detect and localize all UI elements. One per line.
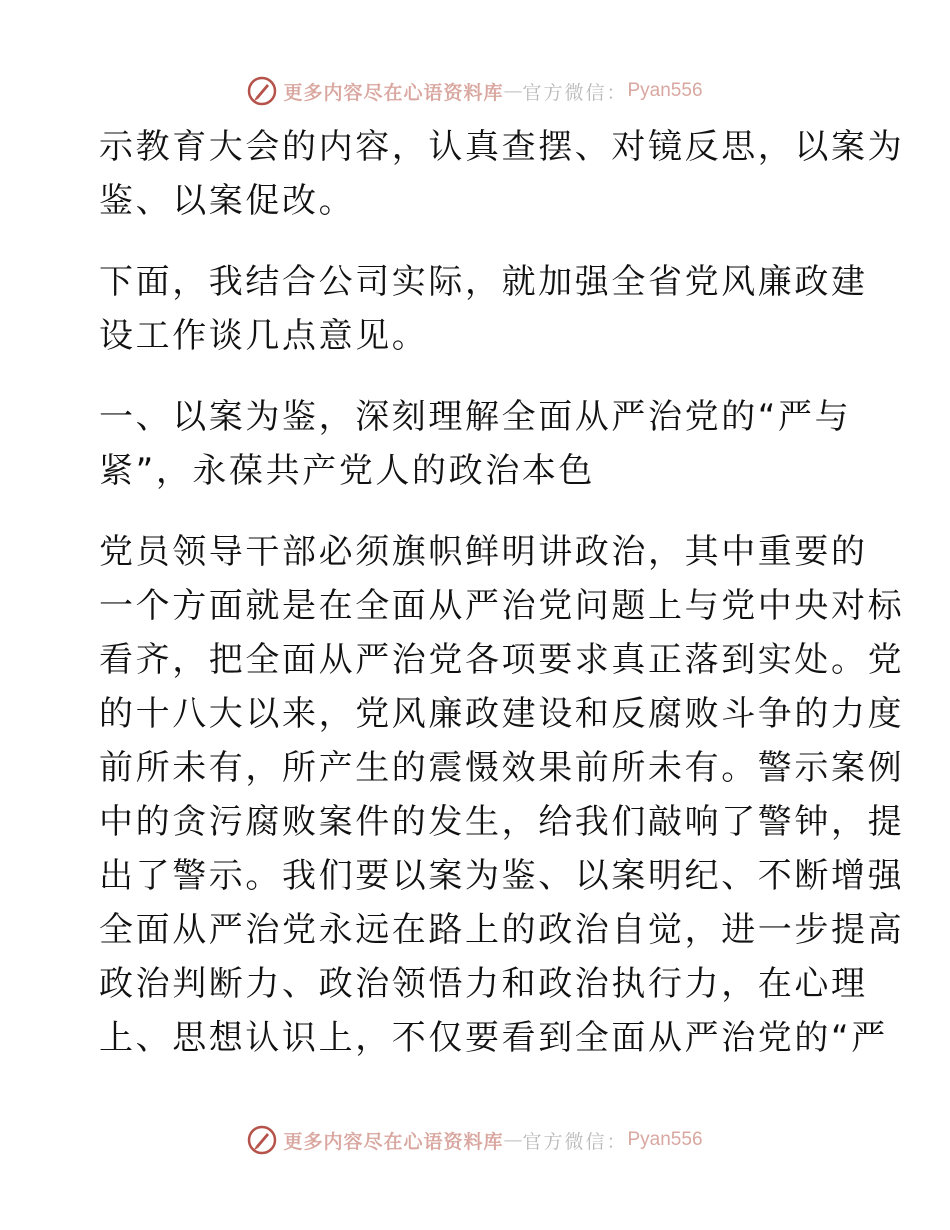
header-wechat-id: Pyan556 bbox=[627, 80, 703, 101]
quill-logo-icon bbox=[247, 76, 277, 106]
text-line: 全面从严治党永远在路上的政治自觉，进一步提高 bbox=[99, 910, 905, 950]
text-line: 一、以案为鉴，深刻理解全面从严治党的“严与 bbox=[99, 397, 852, 437]
footer-separator: — bbox=[503, 1129, 523, 1151]
text-line: 示教育大会的内容，认真查摆、对镜反思，以案为 bbox=[99, 127, 905, 167]
paragraph-intro bbox=[99, 120, 905, 228]
header-wechat-label: 官方微信： bbox=[522, 81, 628, 104]
paragraph-transition bbox=[99, 255, 868, 363]
footer-wechat-id: Pyan556 bbox=[627, 1129, 703, 1150]
paragraph-main bbox=[99, 525, 905, 1065]
document-body bbox=[99, 120, 905, 1065]
page-header-watermark bbox=[0, 73, 950, 109]
text-line: 上、思想认识上，不仅要看到全面从严治党的“严 bbox=[99, 1018, 888, 1058]
text-line: 紧”，永葆共产党人的政治本色 bbox=[99, 451, 596, 491]
text-line: 下面，我结合公司实际，就加强全省党风廉政建 bbox=[99, 262, 868, 302]
text-line: 中的贪污腐败案件的发生，给我们敲响了警钟，提 bbox=[99, 802, 905, 842]
text-line: 设工作谈几点意见。 bbox=[99, 316, 429, 356]
page-footer-watermark bbox=[0, 1122, 950, 1158]
header-brand: 更多内容尽在心语资料库 bbox=[283, 81, 504, 104]
text-line: 一个方面就是在全面从严治党问题上与党中央对标 bbox=[99, 586, 905, 626]
header-separator: — bbox=[503, 80, 523, 102]
footer-wechat-label: 官方微信： bbox=[522, 1130, 628, 1153]
text-line: 出了警示。我们要以案为鉴、以案明纪、不断增强 bbox=[99, 856, 905, 896]
text-line: 的十八大以来，党风廉政建设和反腐败斗争的力度 bbox=[99, 694, 905, 734]
text-line: 党员领导干部必须旗帜鲜明讲政治，其中重要的 bbox=[99, 532, 868, 572]
text-line: 政治判断力、政治领悟力和政治执行力，在心理 bbox=[99, 964, 868, 1004]
text-line: 看齐，把全面从严治党各项要求真正落到实处。党 bbox=[99, 640, 905, 680]
quill-logo-icon bbox=[247, 1125, 277, 1155]
text-line: 前所未有，所产生的震慑效果前所未有。警示案例 bbox=[99, 748, 905, 788]
text-line: 鉴、以案促改。 bbox=[99, 181, 356, 221]
section-heading bbox=[99, 390, 859, 498]
footer-brand: 更多内容尽在心语资料库 bbox=[283, 1130, 504, 1153]
